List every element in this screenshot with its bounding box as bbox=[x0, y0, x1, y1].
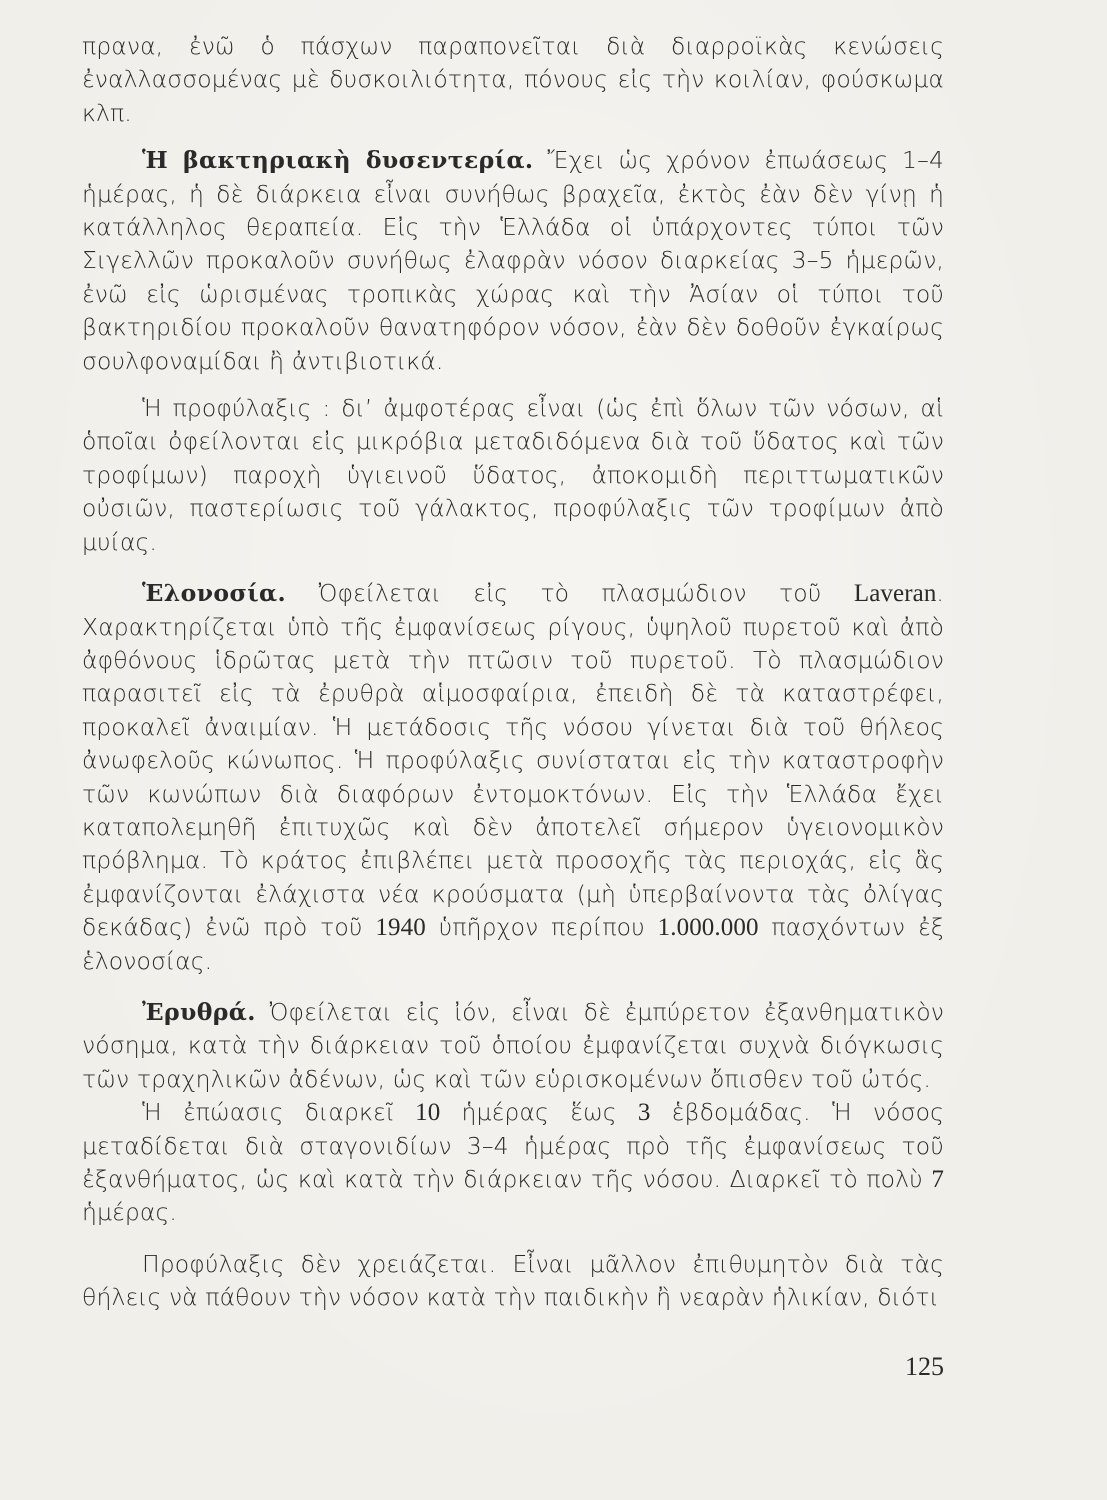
paragraph-prevention bbox=[82, 392, 944, 559]
paragraph-text: ἡμέρας. bbox=[82, 1198, 177, 1227]
paragraph-text: Ἔχει ὡς χρόνον ἐπωάσεως 1–4 ἡμέρας, ἡ δὲ διάρκεια εἶναι συνήθως βραχεῖα, ἐκτὸς ἐὰν δὲν γίνῃ ἡ κατάλληλος θεραπεία. Εἰς τὴν Ἑλλάδα οἱ ὑπάρχοντες τύποι τῶν Σιγελλῶν προκαλοῦν συνήθως ἐλαφρὰν νόσον διαρκείας 3–5 ἡμερῶν, ἐνῶ εἰς ὡρισμένας τροπικὰς χώρας καὶ τὴν Ἀσίαν οἱ τύποι τοῦ βακτηριδίου προκαλοῦν θανατηφόρον νόσον, ἐὰν δὲν δοθοῦν ἐγκαίρως σουλφοναμίδαι ἢ ἀντιβιοτικά. bbox=[82, 146, 944, 375]
paragraph-rubella-prevention bbox=[82, 1248, 944, 1315]
paragraph-text: Προφύλαξις δὲν χρειάζεται. Εἶναι μᾶλλον ἐπιθυμητὸν διὰ τὰς θήλεις νὰ πάθουν τὴν νόσον κατὰ τὴν παιδικὴν ἢ νεαρὰν ἡλικίαν, διότι bbox=[82, 1249, 944, 1312]
paragraph-text: Ὀφείλεται εἰς ἰόν, εἶναι δὲ ἐμπύρετον ἐξανθηματικὸν νόσημα, κατὰ τὴν διάρκειαν τοῦ ὁποίου ἐμφανίζεται συχνὰ διόγκωσις τῶν τραχηλικῶν ἀδένων, ὡς καὶ τῶν εὑρισκομένων ὄπισθεν τοῦ ὠτός. bbox=[82, 997, 944, 1093]
paragraph-continuation bbox=[82, 30, 944, 130]
max-duration-value: 7 bbox=[931, 1166, 944, 1193]
paragraph-text: Ἡ προφύλαξις : δι’ ἀμφοτέρας εἶναι (ὡς ἐπὶ ὅλων τῶν νόσων, αἱ ὁποῖαι ὀφείλονται εἰς μικρόβια μεταδιδόμενα διὰ τοῦ ὕδατος καὶ τῶν τροφίμων) παροχὴ ὑγιεινοῦ ὕδατος, ἀποκομιδὴ περιττωματικῶν οὐσιῶν, παστερίωσις τοῦ γάλακτος, προφύλαξις τῶν τροφίμων ἀπὸ μυίας. bbox=[82, 394, 944, 556]
section-heading-rubella: Ἐρυθρά. bbox=[142, 997, 256, 1026]
year-value: 1940 bbox=[375, 914, 426, 942]
incubation-weeks-value: 3 bbox=[637, 1099, 651, 1127]
page-number: 125 bbox=[905, 1352, 944, 1381]
paragraph-malaria bbox=[82, 577, 944, 978]
paragraph-bacterial-dysentery bbox=[82, 144, 944, 378]
paragraph-text: πασχόντων ἐξ ἑλονοσίας. bbox=[82, 913, 944, 975]
paragraph-text: πρανα, ἐνῶ ὁ πάσχων παραπονεῖται διὰ διαρροϊκὰς κενώσεις ἐναλλασσομένας μὲ δυσκοιλιότητα, πόνους εἰς τὴν κοιλίαν, φούσκωμα κλπ. bbox=[82, 32, 944, 127]
case-count-value: 1.000.000 bbox=[657, 914, 759, 942]
paragraph-text: Ὀφείλεται εἰς τὸ πλασμώδιον τοῦ bbox=[286, 579, 854, 608]
paragraph-text: Ἡ ἐπώασις διαρκεῖ bbox=[142, 1098, 416, 1127]
paragraph-text: ἡμέρας ἕως bbox=[440, 1098, 638, 1127]
latin-name: Laveran bbox=[853, 580, 937, 608]
section-heading-bacterial-dysentery: Ἡ βακτηριακὴ δυσεντερία. bbox=[142, 146, 534, 175]
incubation-days-value: 10 bbox=[415, 1099, 441, 1127]
paragraph-incubation bbox=[82, 1096, 944, 1230]
section-heading-malaria: Ἑλονοσία. bbox=[142, 579, 287, 608]
paragraph-text: . Χαρακτηρίζεται ὑπὸ τῆς ἐμφανίσεως ρίγους, ὑψηλοῦ πυρετοῦ καὶ ἀπὸ ἀφθόνους ἱδρῶτας μετὰ τὴν πτῶσιν τοῦ πυρετοῦ. Τὸ πλασμώδιον παρασιτεῖ εἰς τὰ ἐρυθρὰ αἱμοσφαίρια, ἐπειδὴ δὲ τὰ καταστρέφει, προκαλεῖ ἀναιμίαν. Ἡ μετάδοσις τῆς νόσου γίνεται διὰ τοῦ θήλεος ἀνωφελοῦς κώνωπος. Ἡ προφύλαξις συνίσταται εἰς τὴν καταστροφὴν τῶν κωνώπων διὰ διαφόρων ἐντομοκτόνων. Εἰς τὴν Ἑλλάδα ἔχει καταπολεμηθῆ ἐπιτυχῶς καὶ δὲν ἀποτελεῖ σήμερον ὑγειονομικὸν πρόβλημα. Τὸ κράτος ἐπιβλέπει μετὰ προσοχῆς τὰς περιοχάς, εἰς ἃς ἐμφανίζονται ἐλάχιστα νέα κρούσματα (μὴ ὑπερβαίνοντα τὰς ὀλίγας δεκάδας) ἐνῶ πρὸ τοῦ bbox=[82, 579, 944, 942]
page-body bbox=[82, 30, 944, 1315]
paragraph-rubella bbox=[82, 996, 944, 1096]
paragraph-text: ἑβδομάδας. Ἡ νόσος μεταδίδεται διὰ σταγονιδίων 3–4 ἡμέρας πρὸ τῆς ἐμφανίσεως τοῦ ἐξανθήματος, ὡς καὶ κατὰ τὴν διάρκειαν τῆς νόσου. Διαρκεῖ τὸ πολὺ bbox=[82, 1098, 944, 1193]
paragraph-text: ὑπῆρχον περίπου bbox=[425, 913, 658, 942]
